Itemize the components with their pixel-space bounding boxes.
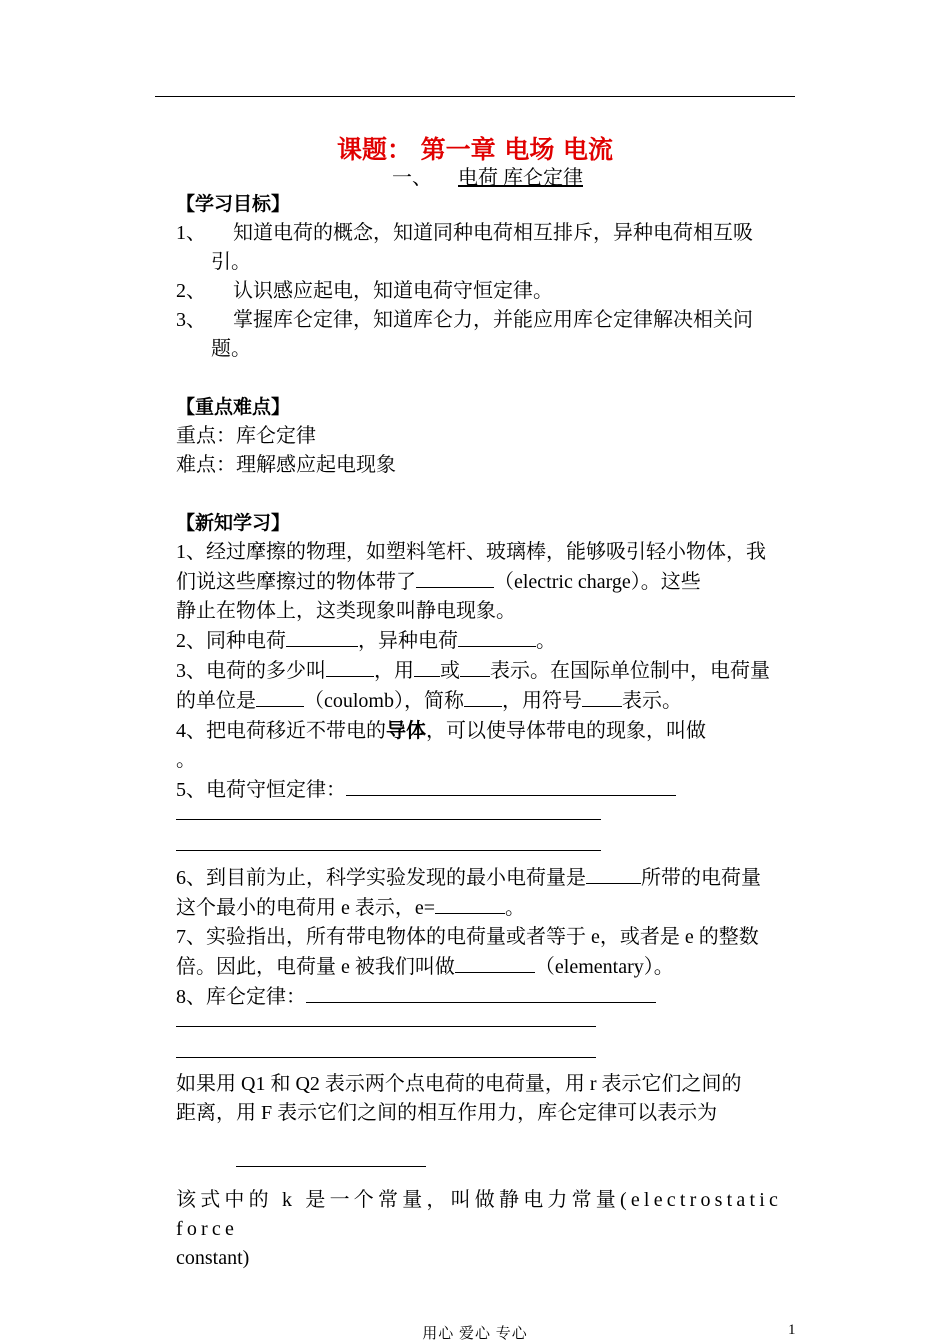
blank-line — [176, 834, 601, 851]
blank-field — [256, 686, 304, 707]
question-5: 5、电荷守恒定律： — [176, 775, 796, 863]
blank-field — [346, 775, 676, 796]
blank-line — [176, 1041, 596, 1058]
blank-field — [455, 952, 535, 973]
blank-field — [435, 893, 505, 914]
blank-field — [286, 626, 358, 647]
new-knowledge-heading: 【新知学习】 — [176, 512, 291, 534]
page-title: 课题： 第一章 电场 电流 — [336, 135, 614, 164]
goal-item: 1、 知道电荷的概念，知道同种电荷相互排斥，异种电荷相互吸 — [176, 222, 753, 244]
page-number: 1 — [788, 1322, 796, 1338]
section-number: 一、 — [392, 167, 432, 189]
goal-item: 3、 掌握库仑定律，知道库仑力，并能应用库仑定律解决相关问 — [176, 309, 753, 331]
key-points-heading: 【重点难点】 — [176, 396, 291, 418]
question-4: 4、把电荷移近不带电的导体，可以使导体带电的现象，叫做 。 — [176, 718, 706, 771]
constant-paragraph: 该式中的 k 是一个常量，叫做静电力常量(electrostatic force constant) — [176, 1189, 783, 1269]
goals-heading: 【学习目标】 — [176, 193, 291, 215]
key-point: 重点：库仑定律 — [176, 425, 316, 447]
goal-item: 2、 认识感应起电，知道电荷守恒定律。 — [176, 280, 553, 302]
blank-field — [414, 656, 440, 677]
question-6: 6、到目前为止，科学实验发现的最小电荷量是 所带的电荷量 这个最小的电荷用 e 表示，e= 。 — [176, 863, 796, 923]
section-title: 电荷 库仑定律 — [458, 167, 583, 189]
question-1: 1、经过摩擦的物理，如塑料笔杆、玻璃棒，能够吸引轻小物体，我 们说这些摩擦过的物体带了 （electric charge）。这些 静止在物体上，这类现象叫静电现象。 — [176, 541, 766, 622]
goal-item-continued: 题。 — [211, 338, 251, 360]
blank-line — [176, 805, 601, 820]
blank-field — [460, 656, 490, 677]
blank-field — [326, 656, 374, 677]
blank-field — [586, 863, 641, 884]
blank-field — [458, 626, 536, 647]
blank-field — [464, 686, 502, 707]
blank-field — [306, 982, 656, 1003]
footer-slogan: 用心 爱心 专心 — [422, 1326, 528, 1342]
question-2: 2、同种电荷 ，异种电荷 。 — [176, 626, 796, 656]
blank-field — [582, 686, 622, 707]
document-body — [176, 190, 796, 1273]
coulomb-law-paragraph: 如果用 Q1 和 Q2 表示两个点电荷的电荷量，用 r 表示它们之间的 距离，用 F 表示它们之间的相互作用力，库仑定律可以表示为 — [176, 1073, 742, 1124]
question-3: 3、电荷的多少叫 ，用 或 表示。在国际单位制中，电荷量 的单位是 （coulomb），简称 ，用符号 表示。 — [176, 656, 796, 716]
question-7: 7、实验指出，所有带电物体的电荷量或者等于 e，或者是 e 的整数 倍。因此，电荷量 e 被我们叫做 （elementary）。 — [176, 926, 759, 978]
question-8: 8、库仑定律： — [176, 982, 796, 1070]
section-subtitle — [392, 161, 583, 190]
blank-line — [176, 1012, 596, 1027]
difficult-point: 难点：理解感应起电现象 — [176, 454, 396, 476]
blank-field — [416, 567, 494, 588]
header-rule — [155, 96, 795, 97]
formula-blank — [236, 1166, 426, 1167]
goal-item-continued: 引。 — [211, 251, 251, 273]
